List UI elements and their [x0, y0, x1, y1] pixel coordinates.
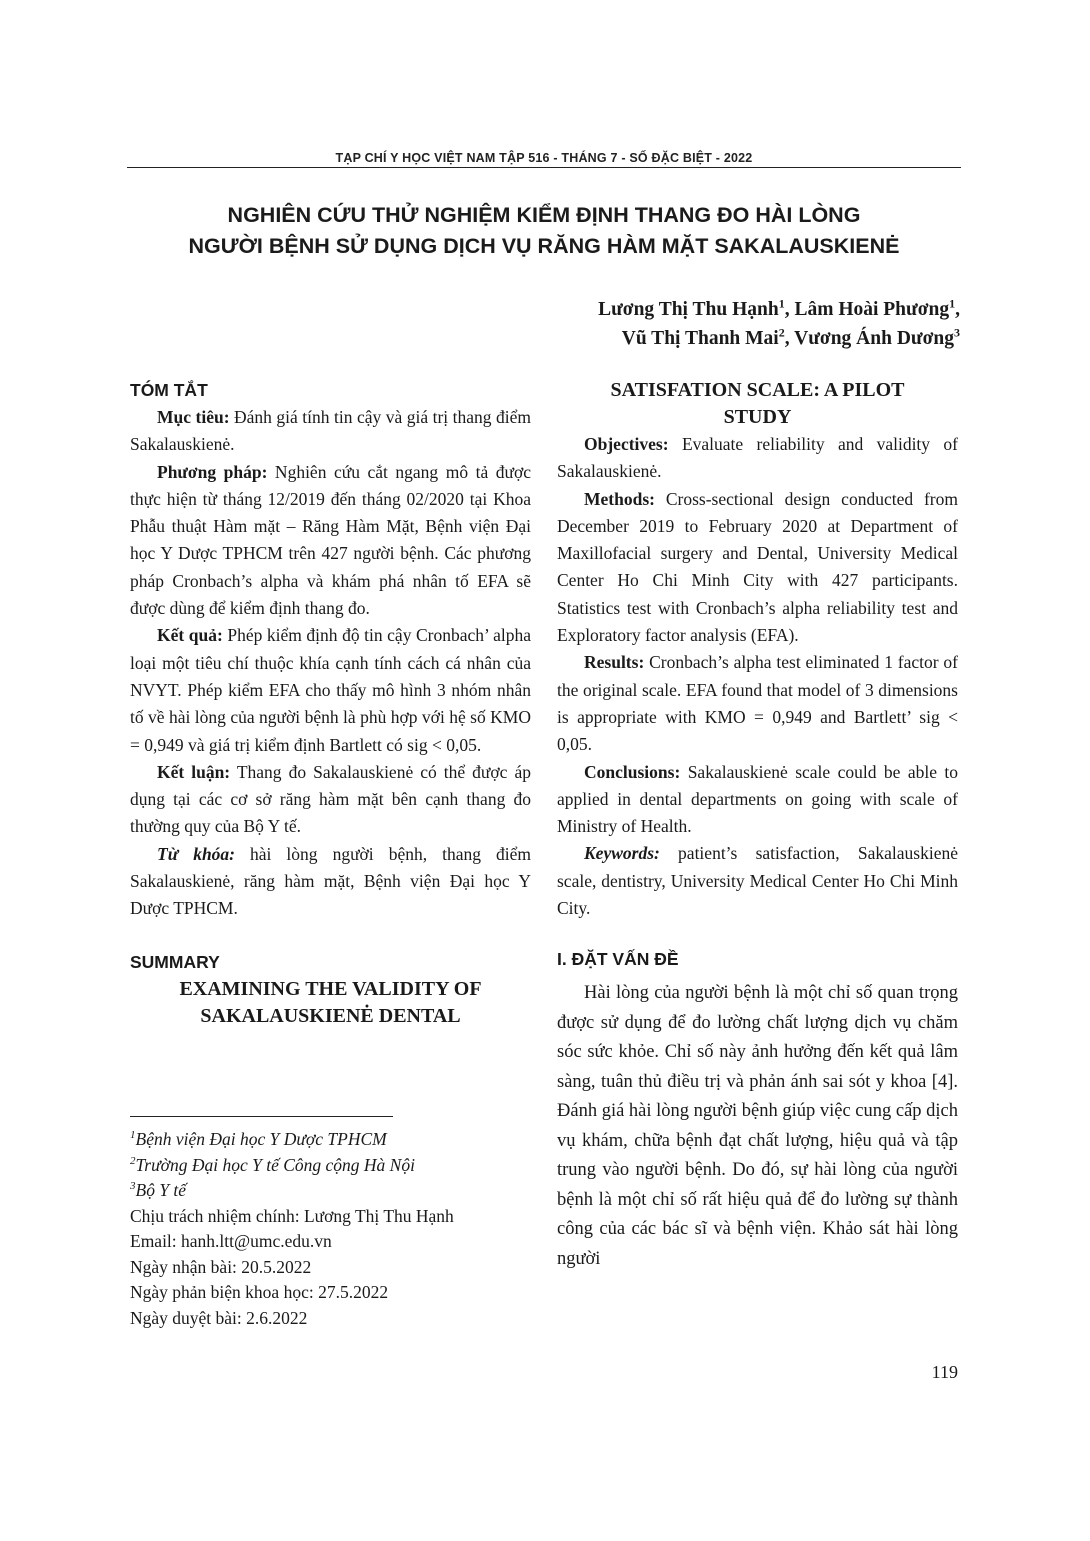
affiliation-mark: 1 — [130, 1129, 136, 1142]
affiliation-mark: 2 — [130, 1154, 136, 1167]
author-name: Lương Thị Thu Hạnh — [598, 299, 779, 320]
introduction-paragraph: Hài lòng của người bệnh là một chỉ số quan trọng được sử dụng để đo lường chất lượng dịch vụ chăm sóc sức khỏe. Chỉ số này ảnh hưởng đến kết quả lâm sàng, tuân thủ điều trị và phản ánh sai sót y khoa [4]. Đánh giá hài lòng người bệnh giúp việc cung cấp dịch vụ khám, chữa bệnh đạt chất lượng, hiệu quả và tập trung vào người bệnh. Do đó, sự hài lòng của người bệnh là một chỉ số rất hiệu quả để đo lường sự thành công của các bác sĩ và bệnh viện. Khảo sát hài lòng người — [557, 983, 959, 1269]
english-title-line: EXAMINING THE VALIDITY OF — [179, 977, 482, 1000]
author-name: , Lâm Hoài Phương — [784, 299, 950, 320]
en-methods-text: Cross-sectional design conducted from December 2019 to February 2020 at Department of Maxillofacial surgery and Dental, University Medical Center Ho Chi Minh City with 427 participants. Statistics test with Cronbach’s alpha reliability test and Exploratory factor analysis (EFA). — [557, 488, 958, 646]
left-column — [130, 377, 531, 1030]
header-rule — [127, 167, 961, 168]
english-title-line: STUDY — [723, 406, 792, 428]
en-objective-text: Evaluate reliability and validity of Sakalauskienė. — [557, 434, 958, 482]
en-conclusion-label: Conclusions: — [584, 761, 681, 782]
article-title — [127, 200, 961, 262]
affiliation-1 — [130, 1127, 530, 1153]
vi-objective-text: Đánh giá tính tin cậy và giá trị thang điểm Sakalauskienė. — [130, 407, 531, 455]
approved-date: Ngày duyệt bài: 2.6.2022 — [130, 1307, 308, 1328]
vi-objective-paragraph — [130, 404, 531, 459]
en-keywords-text: patient’s satisfaction, Sakalauskienė scale, dentistry, University Medical Center Ho Chi Minh City. — [557, 843, 958, 919]
affiliation-text: Bộ Y tế — [135, 1180, 187, 1200]
vi-conclusion-paragraph — [130, 759, 531, 841]
en-results-label: Results: — [584, 652, 645, 673]
vi-methods-label: Phương pháp: — [157, 461, 268, 482]
author-affiliation-mark: 2 — [778, 325, 785, 340]
vi-keywords-text: hài lòng người bệnh, thang điểm Sakalauskienė, răng hàm mặt, Bệnh viện Đại học Y Dược TPHCM. — [130, 843, 531, 919]
en-conclusion-paragraph — [557, 759, 958, 841]
affiliation-3 — [130, 1178, 530, 1204]
author-list — [598, 295, 960, 353]
author-separator: , — [955, 299, 960, 320]
page-number: 119 — [931, 1362, 958, 1382]
author-affiliation-mark: 3 — [954, 325, 960, 340]
vietnamese-abstract-heading: TÓM TẮT — [130, 380, 208, 400]
corresponding-author: Chịu trách nhiệm chính: Lương Thị Thu Hạnh — [130, 1205, 454, 1226]
vi-results-label: Kết quả: — [157, 625, 223, 646]
english-title-line: SAKALAUSKIENĖ DENTAL — [200, 1004, 461, 1027]
vi-objective-label: Mục tiêu: — [157, 407, 230, 427]
affiliation-text: Bệnh viện Đại học Y Dược TPHCM — [135, 1129, 387, 1149]
affiliation-mark: 3 — [130, 1180, 136, 1193]
english-title-part-1 — [130, 976, 531, 1030]
vi-keywords-label: Từ khóa: — [157, 843, 236, 864]
en-objective-paragraph — [557, 431, 958, 486]
en-results-text: Cronbach’s alpha test eliminated 1 factor of the original scale. EFA found that model of 3 dimensions is appropriate with KMO = 0,949 and Bartlett’ sig < 0,05. — [557, 652, 958, 755]
en-keywords-paragraph — [557, 840, 958, 922]
received-date: Ngày nhận bài: 20.5.2022 — [130, 1256, 312, 1277]
right-column — [557, 377, 958, 1274]
vi-methods-text: Nghiên cứu cắt ngang mô tả được thực hiện từ tháng 12/2019 đến tháng 02/2020 tại Khoa Phẫu thuật Hàm mặt – Răng Hàm Mặt, Bệnh viện Đại học Y Dược TPHCM trên 427 người bệnh. Các phương pháp Cronbach’s alpha và khám phá nhân tố EFA sẽ được dùng để kiểm định thang đo. — [130, 461, 532, 619]
footnotes — [130, 1127, 530, 1331]
en-methods-paragraph — [557, 486, 958, 650]
english-title-part-2 — [557, 377, 958, 431]
en-results-paragraph — [557, 649, 958, 758]
en-keywords-label: Keywords: — [584, 843, 660, 864]
affiliation-text: Trường Đại học Y tế Công cộng Hà Nội — [135, 1154, 415, 1175]
author-line-1 — [598, 295, 960, 324]
vi-conclusion-text: Thang đo Sakalauskienė có thể được áp dụng tại các cơ sở răng hàm mặt bên cạnh thang đo thường quy của Bộ Y tế. — [130, 761, 531, 837]
author-affiliation-mark: 1 — [778, 296, 785, 311]
vi-keywords-paragraph — [130, 841, 531, 923]
en-objective-label: Objectives: — [584, 434, 669, 454]
running-header: TẠP CHÍ Y HỌC VIỆT NAM TẬP 516 - THÁNG 7 - SỐ ĐẶC BIỆT - 2022 — [335, 151, 753, 165]
introduction-heading: I. ĐẶT VẤN ĐỀ — [557, 949, 679, 970]
author-name: Vũ Thị Thanh Mai — [621, 328, 779, 349]
footnote-rule — [130, 1116, 393, 1117]
vi-methods-paragraph — [130, 459, 531, 623]
affiliation-2 — [130, 1153, 530, 1179]
author-name: , Vương Ánh Dương — [784, 328, 954, 349]
vi-results-paragraph — [130, 622, 531, 758]
vi-results-text: Phép kiểm định độ tin cậy Cronbach’ alpha loại một tiêu chí thuộc khía cạnh tính cách cá nhân của NVYT. Phép kiểm EFA cho thấy mô hình 3 nhóm nhân tố về hài lòng của người bệnh là phù hợp với hệ số KMO = 0,949 và giá trị kiểm định Bartlett có sig < 0,05. — [130, 625, 531, 755]
english-title-line: SATISFATION SCALE: A PILOT — [610, 379, 905, 401]
contact-email: Email: hanh.ltt@umc.edu.vn — [130, 1231, 332, 1251]
title-line-2: NGƯỜI BỆNH SỬ DỤNG DỊCH VỤ RĂNG HÀM MẶT SAKALAUSKIENĖ — [188, 234, 900, 258]
en-methods-label: Methods: — [584, 488, 655, 509]
vi-conclusion-label: Kết luận: — [157, 761, 231, 782]
author-line-2 — [598, 324, 960, 353]
english-abstract-heading: SUMMARY — [130, 951, 220, 972]
en-conclusion-text: Sakalauskienė scale could be able to applied in dental departments on going with scale of Ministry of Health. — [557, 761, 958, 837]
reviewed-date: Ngày phản biện khoa học: 27.5.2022 — [130, 1282, 389, 1302]
title-line-1: NGHIÊN CỨU THỬ NGHIỆM KIỂM ĐỊNH THANG ĐO HÀI LÒNG — [227, 203, 861, 227]
author-affiliation-mark: 1 — [949, 296, 956, 311]
